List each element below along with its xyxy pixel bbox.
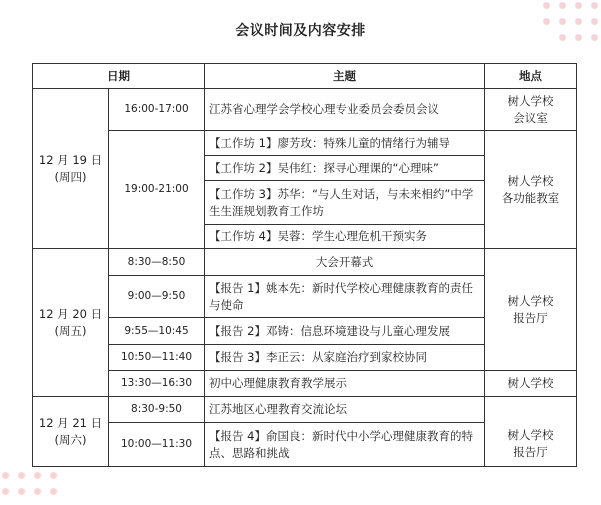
location-cell bbox=[485, 131, 577, 249]
page-title: 会议时间及内容安排 bbox=[235, 23, 366, 39]
date-cell bbox=[33, 249, 109, 397]
time-cell: 9:55—10:45 bbox=[109, 318, 205, 345]
decorative-dots-bottom-left bbox=[0, 472, 70, 505]
topic-cell: 【报告 3】李正云：从家庭治疗到家校协同 bbox=[205, 345, 485, 371]
time-cell: 13:30—16:30 bbox=[109, 371, 205, 397]
header-topic: 主题 bbox=[205, 64, 485, 89]
location-line: 各功能教室 bbox=[501, 190, 560, 205]
table-row bbox=[33, 371, 577, 397]
table-row bbox=[33, 397, 577, 423]
topic-cell: 【工作坊 3】苏华：“与人生对话，与未来相约”中学生生涯规划教育工作坊 bbox=[205, 181, 485, 225]
location-line: 树人学校 bbox=[507, 173, 554, 188]
topic-cell: 大会开幕式 bbox=[205, 249, 485, 276]
location-cell bbox=[485, 423, 577, 467]
topic-cell: 江苏地区心理教育交流论坛 bbox=[205, 397, 485, 423]
topic-cell: 【报告 4】俞国良：新时代中小学心理健康教育的特点、思路和挑战 bbox=[205, 423, 485, 467]
location-cell bbox=[485, 397, 577, 423]
time-cell: 8:30-9:50 bbox=[109, 397, 205, 423]
table-row bbox=[33, 423, 577, 467]
location-cell bbox=[485, 249, 577, 371]
weekday-label: (周四) bbox=[54, 169, 87, 184]
topic-cell: 【工作坊 4】吴蓉：学生心理危机干预实务 bbox=[205, 225, 485, 249]
table-row bbox=[33, 249, 577, 276]
decorative-dots-top-right bbox=[543, 2, 601, 42]
table-row bbox=[33, 131, 577, 156]
location-line: 报告厅 bbox=[513, 310, 548, 325]
weekday-label: (周六) bbox=[54, 432, 87, 447]
time-cell: 19:00-21:00 bbox=[109, 131, 205, 249]
location-line: 树人学校 bbox=[507, 93, 554, 108]
topic-cell: 初中心理健康教育教学展示 bbox=[205, 371, 485, 397]
time-cell: 16:00-17:00 bbox=[109, 89, 205, 131]
date-cell bbox=[33, 89, 109, 249]
location-line: 报告厅 bbox=[513, 445, 548, 460]
location-line: 树人学校 bbox=[507, 428, 554, 443]
weekday-label: (周五) bbox=[54, 323, 87, 338]
time-cell: 10:00—11:30 bbox=[109, 423, 205, 467]
date-cell bbox=[33, 397, 109, 467]
table-header-row bbox=[33, 64, 577, 89]
topic-cell: 江苏省心理学会学校心理专业委员会委员会议 bbox=[205, 89, 485, 131]
time-cell: 10:50—11:40 bbox=[109, 345, 205, 371]
table-row bbox=[33, 89, 577, 131]
topic-cell: 【工作坊 1】廖芳玫：特殊儿童的情绪行为辅导 bbox=[205, 131, 485, 156]
location-line: 会议室 bbox=[513, 110, 548, 125]
location-cell bbox=[485, 89, 577, 131]
time-cell: 8:30—8:50 bbox=[109, 249, 205, 276]
header-location: 地点 bbox=[485, 64, 577, 89]
topic-cell: 【报告 1】姚本先：新时代学校心理健康教育的责任与使命 bbox=[205, 276, 485, 318]
time-cell: 9:00—9:50 bbox=[109, 276, 205, 318]
topic-cell: 【工作坊 2】吴伟红：探寻心理课的“心理味” bbox=[205, 156, 485, 181]
location-line: 树人学校 bbox=[507, 293, 554, 308]
date-label: 12 月 19 日 bbox=[38, 152, 103, 167]
header-date: 日期 bbox=[33, 64, 205, 89]
schedule-table bbox=[32, 63, 577, 467]
date-label: 12 月 21 日 bbox=[38, 415, 103, 430]
date-label: 12 月 20 日 bbox=[38, 306, 103, 321]
location-line: 树人学校 bbox=[507, 376, 554, 390]
topic-cell: 【报告 2】邓铸：信息环境建设与儿童心理发展 bbox=[205, 318, 485, 345]
location-cell bbox=[485, 371, 577, 397]
